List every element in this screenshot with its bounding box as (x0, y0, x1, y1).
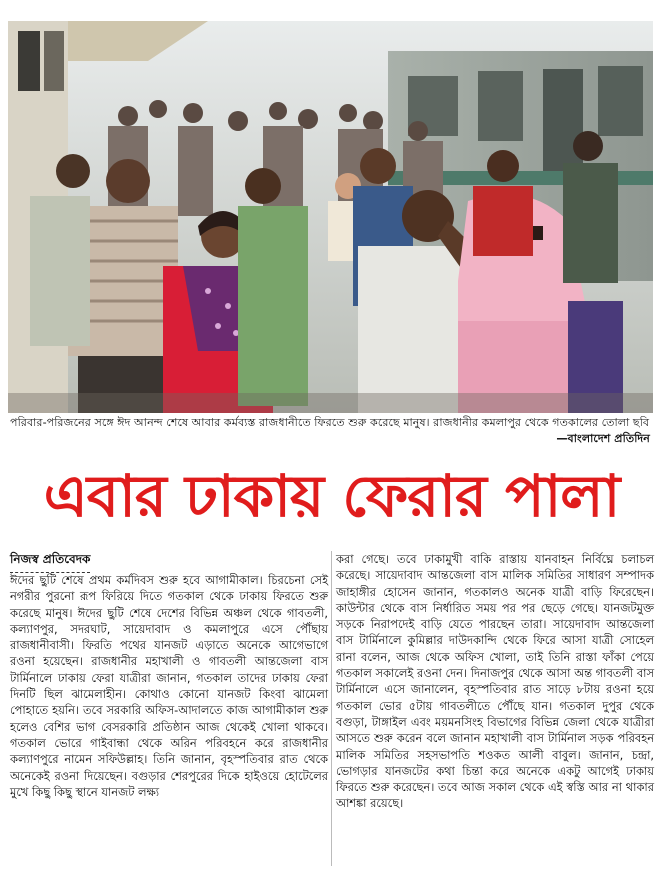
news-photo (8, 21, 653, 413)
photo-credit: —বাংলাদেশ প্রতিদিন (556, 432, 650, 445)
article-body-1: ঈদের ছুটি শেষে প্রথম কর্মদিবস শুরু হবে আগামীকাল। চিরচেনা সেই নগরীর পুরনো রূপ ফিরিয়ে দিতে গতকাল থেকে ঢাকায় ফিরতে শুরু করেছে মানুষ। ঈদের ছুটি শেষে দেশের বিভিন্ন অঞ্চল থেকে গাবতলী, কল্যাণপুর, সদরঘাট, সায়েদাবাদ ও কমলাপুরে এসে পৌঁছায় রাজধানীবাসী। ফিরতি পথের যানজট এড়াতে অনেকে আগেভাগে রওনা হয়েছেন। রাজধানীর মহাখালী ও গাবতলী আন্তজেলা বাস টার্মিনালে ঢাকায় ফেরা যাত্রীরা জানান, গতকাল তাদের ঢাকায় ফেরা দিনটি ছিল ঝামেলাহীন। কোথাও কোনো যানজট কিংবা ঝামেলা পোহাতে হয়নি। তবে সরকারি অফিস-আদালতে কাজ আগামীকাল শুরু হলেও বেশির ভাগ বেসরকারি প্রতিষ্ঠান আজ থেকেই খোলা থাকবে। গতকাল ভোরে গাইবান্ধা থেকে অরিন পরিবহনে করে রাজধানীর কল্যাণপুরে নামেন সফিউল্লাহ। তিনি জানান, বৃহস্পতিবার রাত থেকে অনেকেই রওনা দিয়েছেন। বগুড়ার শেরপুরের দিকে হাইওয়ে হোটেলের মুখে কিছু কিছু স্থানে যানজট লক্ষ্য (10, 573, 328, 799)
news-clipping (8, 6, 655, 866)
headline: এবার ঢাকায় ফেরার পালা (43, 462, 620, 530)
article-column-2 (336, 551, 654, 812)
column-divider (331, 551, 332, 866)
caption-text: পরিবার-পরিজনের সঙ্গে ঈদ আনন্দ শেষে আবার কর্মব্যস্ত রাজধানীতে ফিরতে শুরু করেছে মানুষ। রাজধানীর কমলাপুর থেকে গতকালের তোলা ছবি (10, 416, 650, 429)
article-body-2: করা গেছে। তবে ঢাকামুখী বাকি রাস্তায় যানবাহন নির্বিঘ্নে চলাচল করেছে। সায়েদাবাদ আন্তজেলা বাস মালিক সমিতির সাধারণ সম্পাদক জাহাঙ্গীর হোসেন জানান, গতকালও অনেক যাত্রী বাড়ি ফিরেছেন। কাউন্টার থেকে বাস নির্ধারিত সময় পর পর ছেড়ে গেছে। যানজটমুক্ত সড়কে নিরাপদেই বাড়ি যেতে পারছেন তারা। সায়েদাবাদ আন্তজেলা বাস টার্মিনালে কুমিল্লার দাউদকান্দি থেকে ফিরে আসা যাত্রী সোহেল রানা বলেন, আজ থেকে অফিস খোলা, তাই তিনি রাস্তা ফাঁকা পেয়ে গতকাল সকালেই রওনা দেন। দিনাজপুর থেকে আসা অন্ত গাবতলী বাস টার্মিনালে এসে জানালেন, বৃহস্পতিবার রাত সাড়ে ৮টায় রওনা হয়ে গতকাল ভোর ৫টায় গাবতলীতে পৌঁছে যান। গতকাল দুপুর থেকে বগুড়া, টাঙ্গাইল এবং ময়মনসিংহ বিভাগের বিভিন্ন জেলা থেকে যাত্রীরা আসতে শুরু করেন বলে জানান মহাখালী বাস টার্মিনাল সড়ক পরিবহন মালিক সমিতির সহসভাপতি শওকত আলী বাবুল। জানান, চন্দ্রা, ভোগড়ার যানজটের কথা চিন্তা করে অনেকে একটু আগেই ঢাকায় ফিরতে শুরু করেছেন। তবে আজ সকাল থেকে এই স্বস্তি আর না থাকার আশঙ্কা রয়েছে। (336, 552, 654, 811)
article-column-1 (10, 572, 328, 800)
byline: নিজস্ব প্রতিবেদক (10, 551, 90, 573)
crowd-photo-illustration (8, 21, 653, 413)
photo-caption (10, 415, 650, 445)
